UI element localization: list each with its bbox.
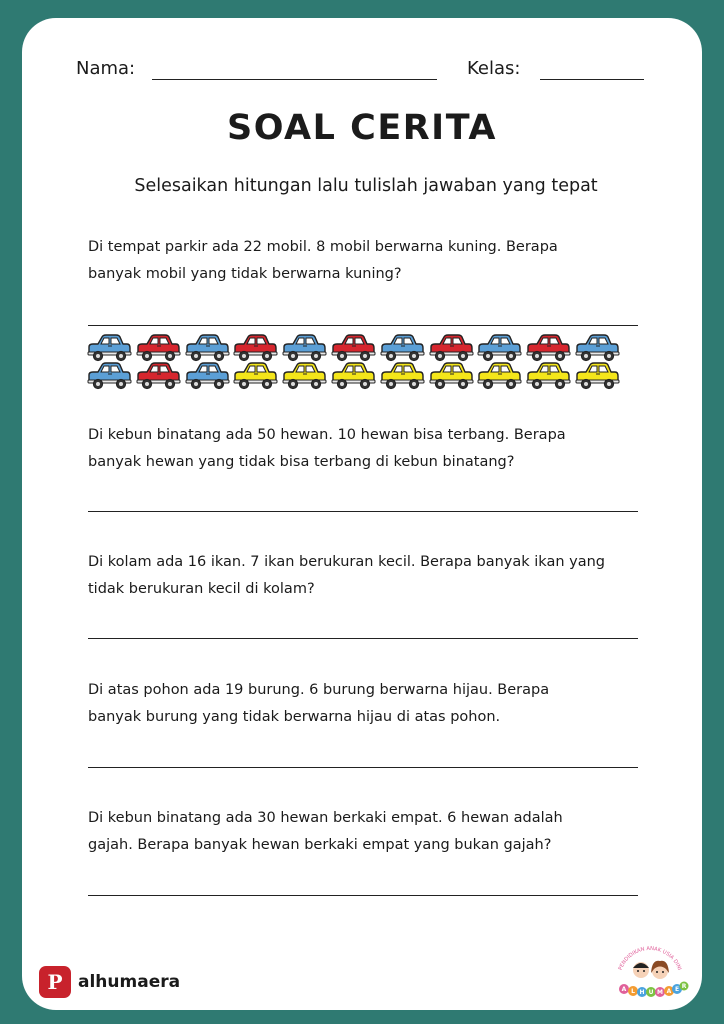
worksheet-page xyxy=(22,18,702,1010)
instructions: Selesaikan hitungan lalu tulislah jawaban yang tepat xyxy=(134,176,598,196)
svg-text:R: R xyxy=(681,983,687,990)
svg-text:PENDIDIKAN ANAK USIA DINI: PENDIDIKAN ANAK USIA DINI xyxy=(617,946,683,972)
svg-text:H: H xyxy=(639,989,645,996)
svg-text:L: L xyxy=(631,988,635,995)
question-text: Di kebun binatang ada 30 hewan berkaki empat. 6 hewan adalah xyxy=(88,810,563,826)
question-3 xyxy=(88,549,648,603)
question-4 xyxy=(88,677,648,731)
brand-name: alhumaera xyxy=(78,972,181,992)
question-2 xyxy=(88,422,648,476)
answer-line-5[interactable] xyxy=(88,895,638,896)
question-text: Di kolam ada 16 ikan. 7 ikan berukuran kecil. Berapa banyak ikan yang xyxy=(88,554,605,570)
question-text: banyak mobil yang tidak berwarna kuning? xyxy=(88,266,402,282)
name-label: Nama: xyxy=(76,58,136,79)
svg-text:U: U xyxy=(648,989,654,996)
svg-text:A: A xyxy=(666,988,672,995)
page-title: SOAL CERITA xyxy=(227,108,497,148)
question-text: Di atas pohon ada 19 burung. 6 burung berwarna hijau. Berapa xyxy=(88,682,550,698)
answer-line-3[interactable] xyxy=(88,638,638,639)
question-text: banyak burung yang tidak berwarna hijau di atas pohon. xyxy=(88,709,501,725)
question-text: tidak berukuran kecil di kolam? xyxy=(88,581,315,597)
pinterest-icon: P xyxy=(39,966,71,998)
svg-text:A: A xyxy=(621,986,627,993)
question-5 xyxy=(88,805,648,859)
svg-text:M: M xyxy=(657,989,663,996)
question-text: Di tempat parkir ada 22 mobil. 8 mobil berwarna kuning. Berapa xyxy=(88,239,558,255)
class-answer-line[interactable] xyxy=(540,79,644,80)
question-text: banyak hewan yang tidak bisa terbang di kebun binatang? xyxy=(88,454,515,470)
answer-line-1[interactable] xyxy=(88,325,638,326)
question-text: Di kebun binatang ada 50 hewan. 10 hewan bisa terbang. Berapa xyxy=(88,427,566,443)
answer-line-2[interactable] xyxy=(88,511,638,512)
answer-line-4[interactable] xyxy=(88,767,638,768)
alhumaera-logo xyxy=(610,946,690,1002)
question-1 xyxy=(88,234,648,288)
question-text: gajah. Berapa banyak hewan berkaki empat yang bukan gajah? xyxy=(88,837,552,853)
class-label: Kelas: xyxy=(467,58,521,79)
svg-text:E: E xyxy=(674,986,680,993)
name-answer-line[interactable] xyxy=(152,79,437,80)
brand-footer xyxy=(39,966,180,998)
